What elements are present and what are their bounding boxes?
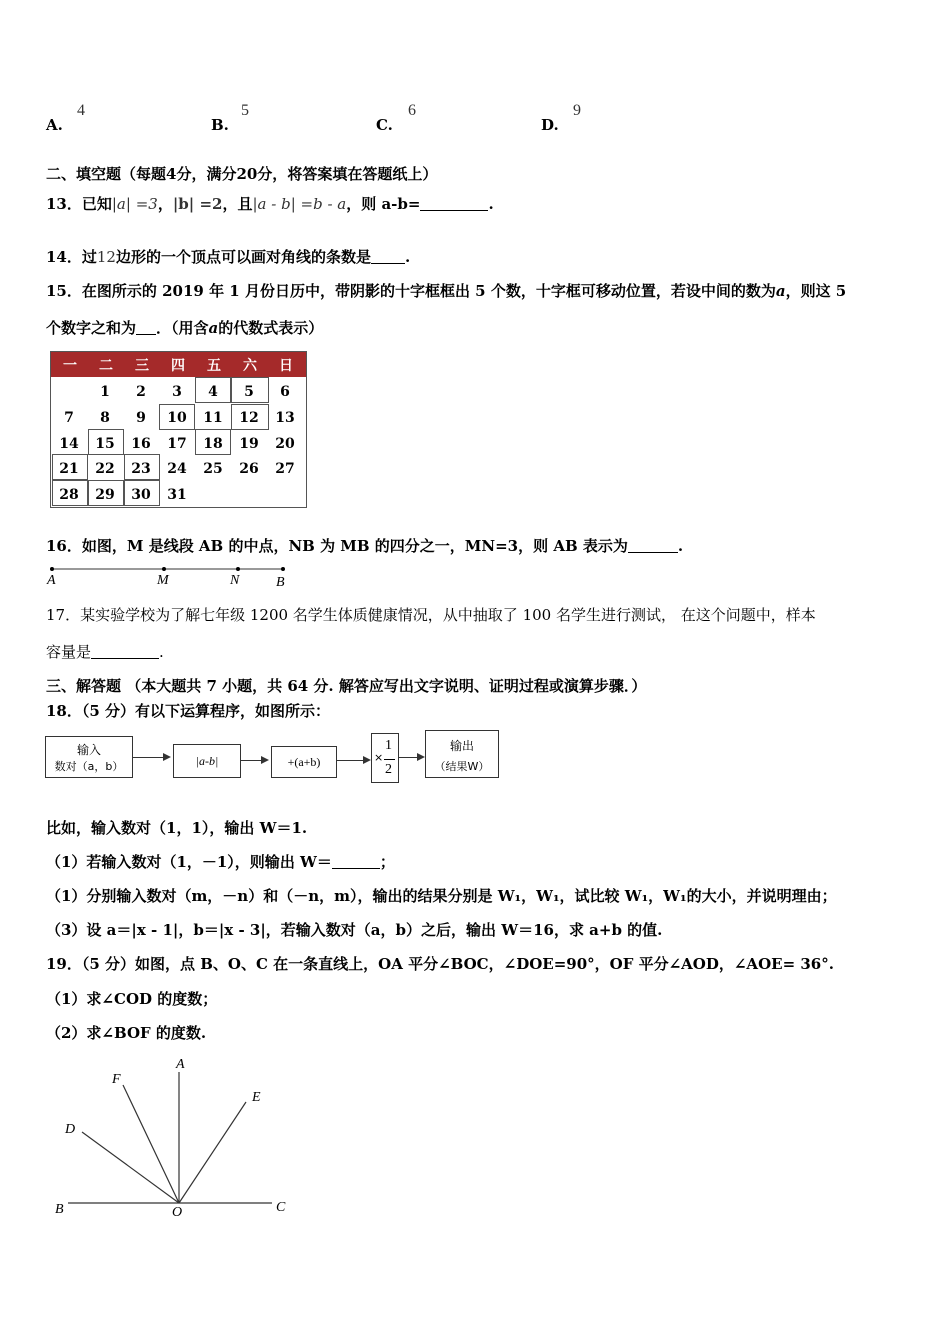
calendar-header-cell: 五 [207, 358, 221, 374]
q14-end: . [404, 248, 411, 266]
option-c-value: 6 [408, 102, 416, 119]
question-16 [46, 535, 683, 556]
calendar-frame [231, 404, 269, 430]
label-angle-a: A [176, 1057, 185, 1072]
label-m: M [157, 573, 169, 588]
label-angle-o: O [172, 1205, 183, 1220]
calendar-day: 14 [59, 436, 79, 452]
calendar-day: 6 [280, 384, 290, 400]
calendar-day: 1 [100, 384, 110, 400]
calendar-frame [52, 454, 88, 480]
q14-suffix: 边形的一个顶点可以画对角线的条数是 [115, 248, 371, 266]
question-13 [46, 193, 494, 214]
q16-end: . [677, 537, 684, 555]
calendar-header-cell: 一 [63, 358, 77, 374]
arrow-3 [337, 760, 363, 761]
q18-p1-text: （1）若输入数对（1，－1），则输出 W＝ [46, 853, 332, 871]
option-d-value: 9 [573, 102, 581, 119]
question-17-line2 [46, 641, 164, 662]
label-b: B [276, 575, 285, 590]
calendar-day: 8 [100, 410, 110, 426]
calendar-day: 10 [167, 410, 187, 426]
calendar-day: 26 [239, 461, 259, 477]
q13-mid: ，且 [222, 195, 253, 213]
flow-denominator: 2 [385, 762, 392, 777]
q16-text: 16．如图，M 是线段 AB 的中点，NB 为 MB 的四分之一，MN=3，则 AB 表示为 [46, 537, 628, 555]
q15-line1-end: ，则这 5 [785, 282, 847, 300]
flow-half-box [371, 733, 399, 783]
calendar-frame [124, 454, 160, 480]
q13-comma: ， [157, 195, 173, 213]
q13-end: . [488, 195, 494, 213]
calendar-frame [195, 429, 231, 455]
calendar-day: 17 [167, 436, 187, 452]
q15-line2-b: ．（用含 [156, 319, 209, 337]
calendar-day: 18 [203, 436, 223, 452]
q14-answer-blank[interactable] [371, 249, 405, 264]
label-angle-c: C [276, 1200, 286, 1215]
q19-title: 19．（5 分）如图，点 B、O、C 在一条直线上，OA 平分∠BOC，∠DOE=90°，OF 平分∠AOD，∠AOE= 36°. [46, 955, 834, 973]
calendar-day: 30 [131, 487, 151, 503]
q18-p1-blank[interactable] [332, 854, 380, 869]
calendar-day: 31 [167, 487, 187, 503]
label-n: N [230, 573, 240, 588]
flow-fraction-bar [384, 759, 395, 760]
question-17-line1: 17．某实验学校为了解七年级 1200 名学生体质健康情况，从中抽取了 100 名学生进行测试， 在这个问题中，样本 [46, 606, 816, 624]
q13-abs-b: |b| =2 [172, 195, 223, 213]
calendar-frame [124, 480, 160, 506]
q13-suffix: ，则 a-b= [346, 195, 421, 213]
q15-var: a [775, 282, 786, 300]
question-15-line1 [46, 280, 846, 301]
point-a-dot [50, 567, 54, 571]
segment-diagram [40, 560, 300, 592]
calendar-frame [88, 480, 124, 506]
q17-line2: 容量是 [46, 643, 92, 661]
ray-od [82, 1132, 179, 1203]
arrow-4-head [417, 753, 425, 761]
calendar-day: 15 [95, 436, 115, 452]
ray-of [123, 1085, 179, 1203]
q13-condition: |a - b| =b - a [252, 195, 347, 213]
calendar-day: 3 [172, 384, 182, 400]
q18-title: 18．（5 分）有以下运算程序，如图所示： [46, 702, 331, 720]
calendar-day: 2 [136, 384, 146, 400]
calendar-day: 4 [208, 384, 218, 400]
label-angle-e: E [252, 1090, 261, 1105]
q18-part2: （1）分别输入数对（m，－n）和（－n，m），输出的结果分别是 W₁，W₁，试比较 W₁，W₁的大小，并说明理由； [46, 887, 837, 905]
calendar-day: 27 [275, 461, 295, 477]
calendar-day: 13 [275, 410, 295, 426]
point-b-dot [281, 567, 285, 571]
flow-output-box [425, 730, 499, 778]
q13-prefix: 13．已知 [46, 195, 112, 213]
ray-oe [179, 1102, 246, 1203]
calendar-header-cell: 日 [279, 358, 293, 374]
calendar-day: 19 [239, 436, 259, 452]
calendar-day: 25 [203, 461, 223, 477]
calendar-header-cell: 六 [243, 358, 257, 374]
flow-output-line1: 输出 [449, 739, 474, 753]
option-d-label: D. [541, 116, 559, 134]
section2-title: 二、填空题（每题4分，满分20分，将答案填在答题纸上） [46, 165, 438, 183]
q15-text: 15．在图所示的 2019 年 1 月份日历中，带阴影的十字框框出 5 个数，十字框可移动位置，若设中间的数为 [46, 282, 776, 300]
calendar-frame [231, 377, 269, 403]
q15-line2-a: 个数字之和为 [46, 319, 137, 337]
label-angle-f: F [112, 1072, 121, 1087]
calendar-day: 9 [136, 410, 146, 426]
calendar-day: 28 [59, 487, 79, 503]
flow-add-box: +(a+b) [271, 746, 337, 778]
label-angle-d: D [65, 1122, 76, 1137]
q15-var2: a [208, 319, 219, 337]
calendar-day: 12 [239, 410, 259, 426]
q18-p1-end: ； [379, 853, 395, 871]
option-b-value: 5 [241, 102, 249, 119]
arrow-1 [133, 757, 163, 758]
calendar-day: 20 [275, 436, 295, 452]
calendar-day: 5 [244, 384, 254, 400]
flow-abs-box: |a-b| [173, 744, 241, 778]
flow-times: × [374, 751, 384, 764]
q14-prefix: 14．过 [46, 248, 97, 266]
calendar-day: 22 [95, 461, 115, 477]
option-b-label: B. [211, 116, 229, 134]
calendar-header-cell: 四 [171, 358, 185, 374]
arrow-2-head [261, 756, 269, 764]
option-c-label: C. [376, 116, 393, 134]
q13-answer-blank[interactable] [420, 196, 488, 211]
calendar-frame [88, 429, 124, 455]
q18-example: 比如，输入数对（1，1），输出 W＝1. [46, 819, 308, 837]
q16-answer-blank[interactable] [628, 538, 678, 553]
calendar-day: 11 [203, 410, 223, 426]
calendar-frame [159, 404, 195, 430]
q18-part3: （3）设 a＝|x - 1|，b＝|x - 3|，若输入数对（a，b）之后，输出 W＝16，求 a+b 的值. [46, 921, 663, 939]
option-a-label: A. [46, 116, 63, 134]
calendar-day: 7 [64, 410, 74, 426]
flow-input-line2: 数对（a，b） [54, 760, 124, 773]
section3-title: 三、解答题 （本大题共 7 小题，共 64 分. 解答应写出文字说明、证明过程或演算步骤．） [46, 677, 647, 695]
q19-part1: （1）求∠COD 的度数； [46, 990, 218, 1008]
arrow-2 [241, 760, 261, 761]
calendar-header-cell: 三 [135, 358, 149, 374]
arrow-1-head [163, 753, 171, 761]
q15-answer-blank[interactable] [136, 320, 156, 335]
flow-input-box [45, 736, 133, 778]
q17-end: . [159, 643, 164, 661]
arrow-4 [399, 757, 417, 758]
point-n-dot [236, 567, 240, 571]
calendar-frame [52, 480, 88, 506]
flow-input-line1: 输入 [76, 743, 101, 757]
calendar-day: 23 [131, 461, 151, 477]
calendar-table [50, 351, 307, 508]
q17-answer-blank[interactable] [91, 644, 159, 659]
point-m-dot [162, 567, 166, 571]
calendar-frame [195, 377, 231, 403]
question-15-line2 [46, 317, 323, 338]
flow-numerator: 1 [385, 738, 392, 753]
question-14 [46, 246, 410, 267]
q15-line2-c: 的代数式表示） [218, 319, 324, 337]
q13-abs-a: |a| =3 [111, 195, 158, 213]
calendar-day: 16 [131, 436, 151, 452]
calendar-day: 21 [59, 461, 79, 477]
label-angle-b: B [55, 1202, 64, 1217]
label-a: A [47, 573, 56, 588]
calendar-day: 29 [95, 487, 115, 503]
q14-number: 12 [96, 248, 116, 266]
q18-part1 [46, 851, 395, 872]
option-a-value: 4 [77, 102, 85, 119]
calendar-header-cell: 二 [99, 358, 113, 374]
q19-part2: （2）求∠BOF 的度数. [46, 1024, 207, 1042]
calendar-day: 24 [167, 461, 187, 477]
arrow-3-head [363, 756, 371, 764]
flow-output-line2: （结果W） [434, 760, 490, 773]
